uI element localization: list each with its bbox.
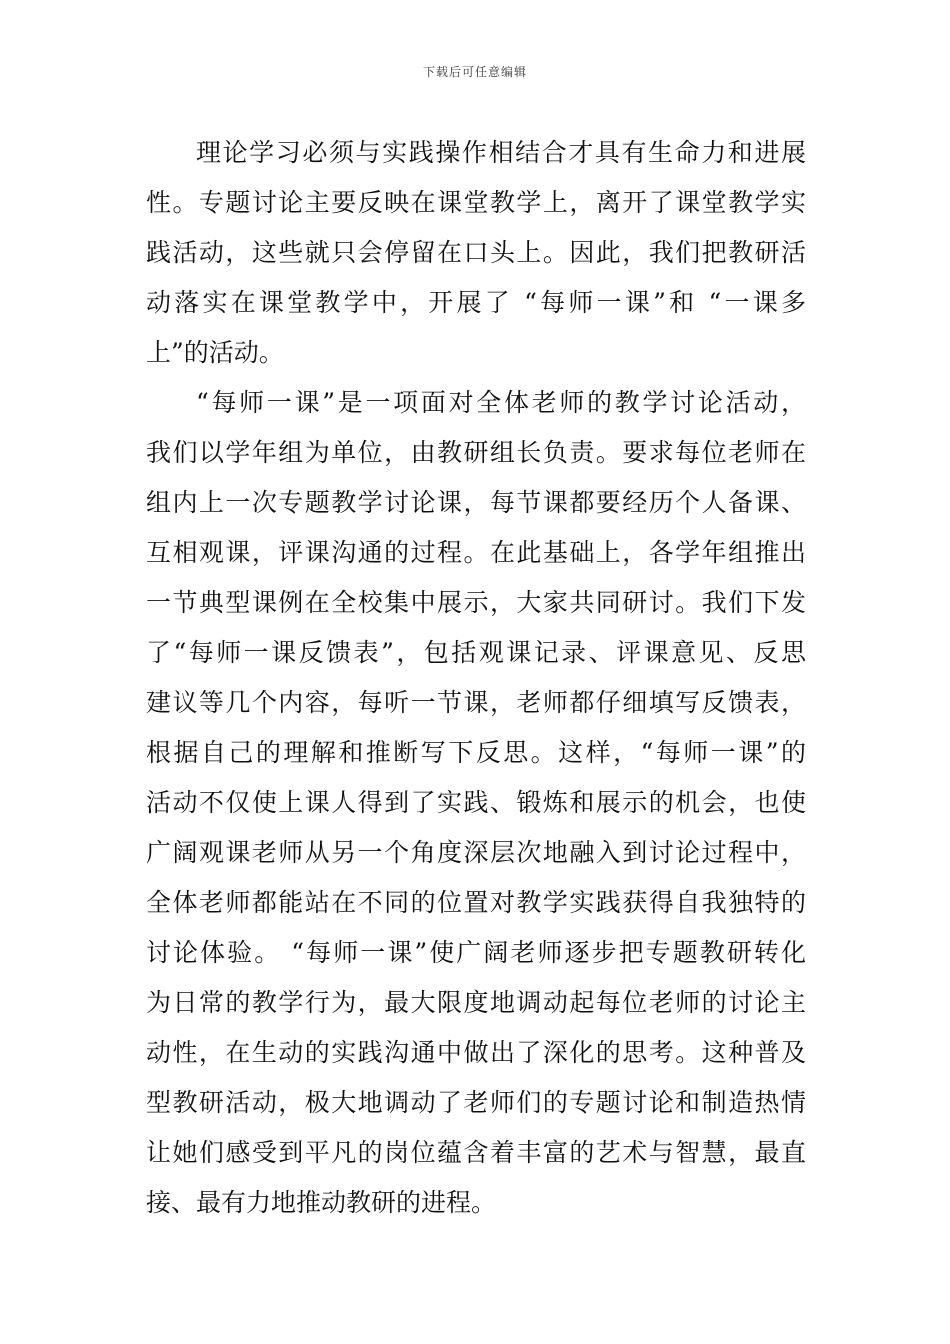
text-line: 活动不仅使上课人得到了实践、锻炼和展示的机会，也使 [146, 788, 806, 817]
text-line: 动落实在课堂教学中，开展了 “每师一课”和 “一课多 [146, 288, 806, 317]
page-header: 下载后可任意编辑 [422, 65, 527, 79]
paragraph-2 [146, 378, 806, 1228]
document-body [146, 128, 806, 1228]
text-line: 动性，在生动的实践沟通中做出了深化的思考。这种普及 [146, 1038, 806, 1067]
text-line: 接、最有力地推动教研的进程。 [146, 1188, 497, 1217]
text-line: 为日常的教学行为，最大限度地调动起每位老师的讨论主 [146, 988, 806, 1017]
text-line: 让她们感受到平凡的岗位蕴含着丰富的艺术与智慧，最直 [146, 1138, 806, 1167]
text-line: 一节典型课例在全校集中展示，大家共同研讨。我们下发 [146, 588, 806, 617]
text-line: “每师一课”是一项面对全体老师的教学讨论活动， [196, 388, 806, 417]
text-line: 全体老师都能站在不同的位置对教学实践获得自我独特的 [146, 888, 806, 917]
text-line: 理论学习必须与实践操作相结合才具有生命力和进展 [196, 138, 806, 167]
text-line: 互相观课，评课沟通的过程。在此基础上，各学年组推出 [146, 538, 806, 567]
text-line: 践活动，这些就只会停留在口头上。因此，我们把教研活 [146, 238, 806, 267]
text-line: 根据自己的理解和推断写下反思。这样，“每师一课”的 [146, 738, 806, 767]
paragraph-1 [146, 128, 806, 378]
text-line: 型教研活动，极大地调动了老师们的专题讨论和制造热情 [146, 1088, 806, 1117]
text-line: 性。专题讨论主要反映在课堂教学上，离开了课堂教学实 [146, 188, 806, 217]
text-line: 讨论体验。 “每师一课”使广阔老师逐步把专题教研转化 [146, 938, 806, 967]
text-line: 上”的活动。 [146, 338, 284, 367]
text-line: 了“每师一课反馈表”，包括观课记录、评课意见、反思 [146, 638, 806, 667]
text-line: 我们以学年组为单位，由教研组长负责。要求每位老师在 [146, 438, 806, 467]
text-line: 广阔观课老师从另一个角度深层次地融入到讨论过程中， [146, 838, 806, 867]
text-line: 建议等几个内容，每听一节课，老师都仔细填写反馈表， [146, 688, 806, 717]
text-line: 组内上一次专题教学讨论课，每节课都要经历个人备课、 [146, 488, 806, 517]
